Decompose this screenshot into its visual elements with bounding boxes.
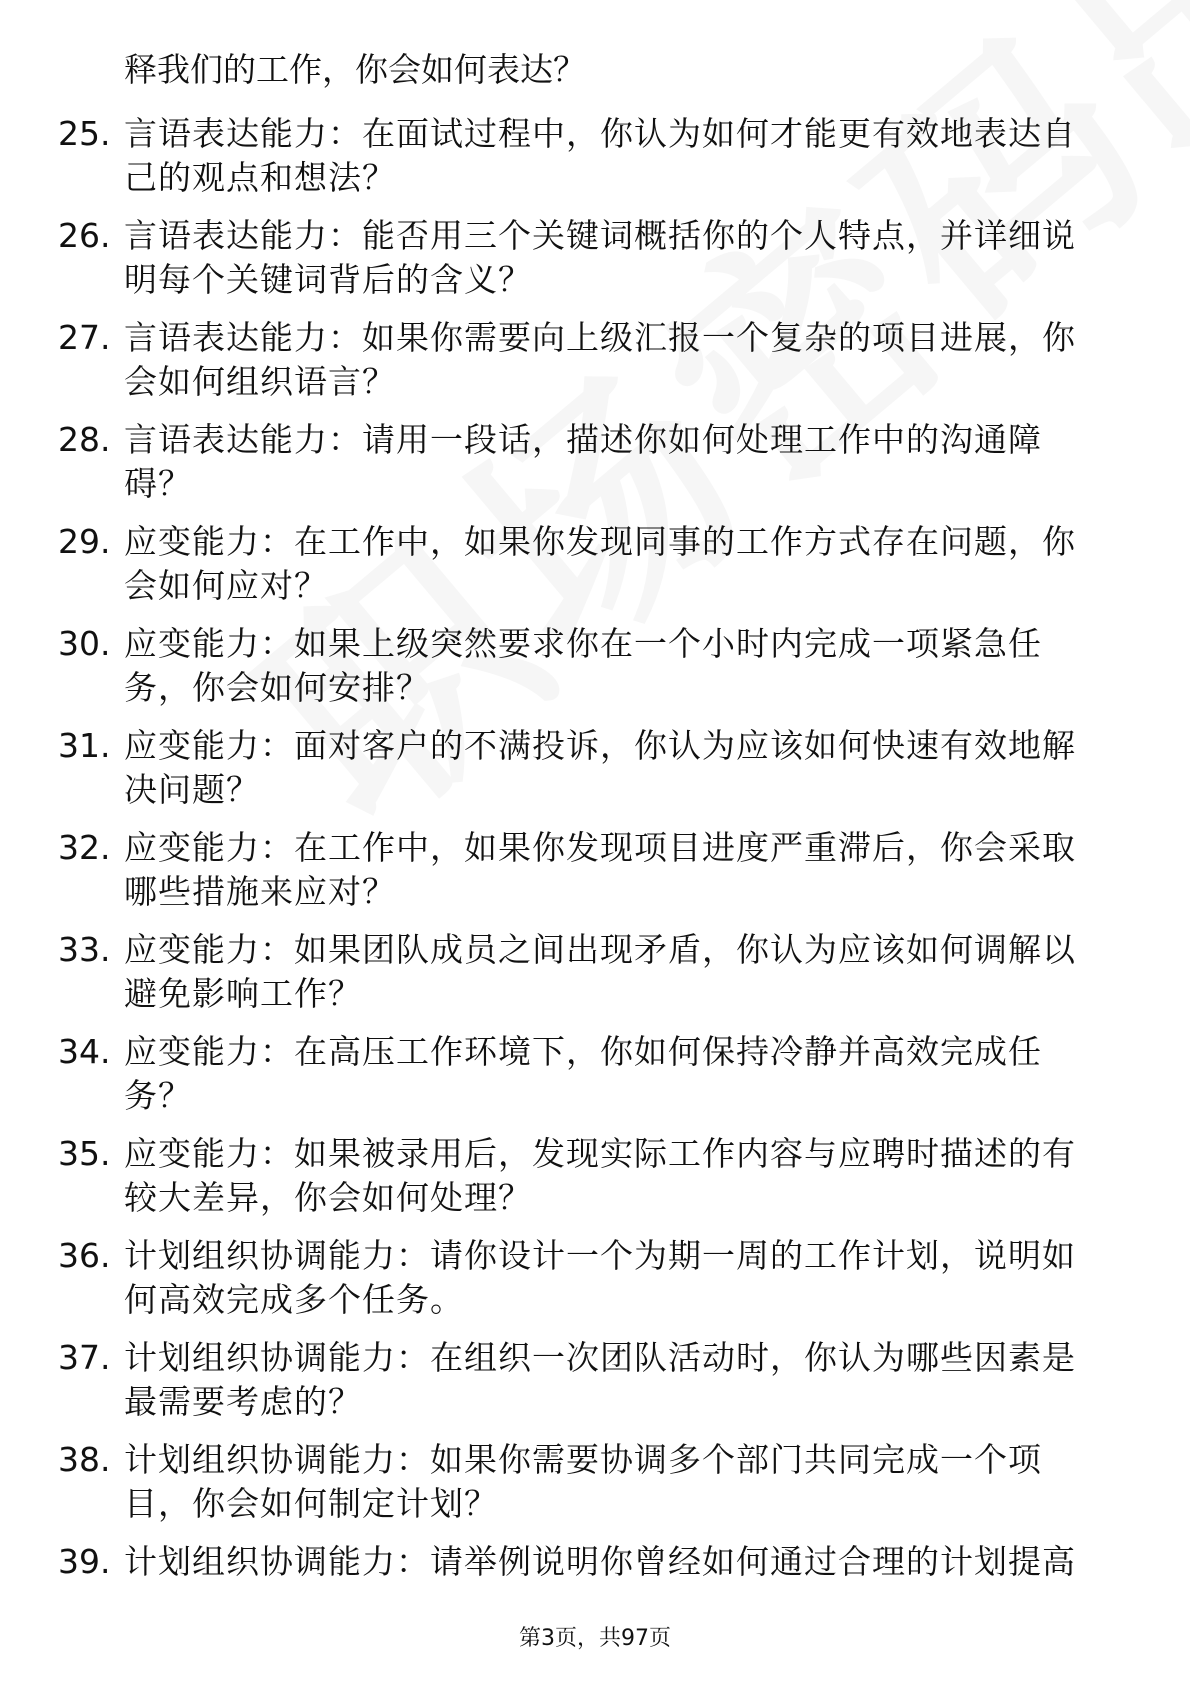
item-text: 计划组织协调能力：请举例说明你曾经如何通过合理的计划提高 <box>124 1542 1076 1581</box>
item-number: 32. <box>58 828 111 867</box>
item-number: 38. <box>58 1440 111 1479</box>
list-item <box>0 1540 1104 1584</box>
item-number: 37. <box>58 1338 111 1377</box>
item-number: 25. <box>58 114 111 153</box>
list-item <box>0 928 1104 1016</box>
item-text: 应变能力：在工作中，如果你发现同事的工作方式存在问题，你会如何应对？ <box>124 522 1076 605</box>
item-number: 29. <box>58 522 111 561</box>
question-list <box>0 112 1190 1598</box>
list-item <box>0 1336 1104 1424</box>
list-item <box>0 724 1104 812</box>
list-item <box>0 622 1104 710</box>
item-text: 言语表达能力：如果你需要向上级汇报一个复杂的项目进展，你会如何组织语言？ <box>124 318 1076 401</box>
list-item <box>0 112 1104 200</box>
item-number: 39. <box>58 1542 111 1581</box>
item-number: 28. <box>58 420 111 459</box>
list-item <box>0 1234 1104 1322</box>
list-item <box>0 214 1104 302</box>
item-text: 言语表达能力：请用一段话，描述你如何处理工作中的沟通障碍？ <box>124 420 1042 503</box>
item-text: 应变能力：如果被录用后，发现实际工作内容与应聘时描述的有较大差异，你会如何处理？ <box>124 1134 1076 1217</box>
item-number: 27. <box>58 318 111 357</box>
item-number: 30. <box>58 624 111 663</box>
item-number: 35. <box>58 1134 111 1173</box>
item-number: 31. <box>58 726 111 765</box>
page-footer: 第3页，共97页 <box>519 1626 671 1651</box>
item-number: 36. <box>58 1236 111 1275</box>
list-item <box>0 418 1104 506</box>
item-text: 言语表达能力：在面试过程中，你认为如何才能更有效地表达自己的观点和想法？ <box>124 114 1076 197</box>
list-item <box>0 1132 1104 1220</box>
item-text: 应变能力：在工作中，如果你发现项目进度严重滞后，你会采取哪些措施来应对？ <box>124 828 1076 911</box>
item-text: 应变能力：在高压工作环境下，你如何保持冷静并高效完成任务？ <box>124 1032 1042 1115</box>
list-item <box>0 316 1104 404</box>
item-text: 应变能力：如果团队成员之间出现矛盾，你认为应该如何调解以避免影响工作？ <box>124 930 1076 1013</box>
list-item <box>0 826 1104 914</box>
item-number: 34. <box>58 1032 111 1071</box>
item-text: 计划组织协调能力：请你设计一个为期一周的工作计划，说明如何高效完成多个任务。 <box>124 1236 1076 1319</box>
item-text: 言语表达能力：能否用三个关键词概括你的个人特点，并详细说明每个关键词背后的含义？ <box>124 216 1076 299</box>
list-item <box>0 520 1104 608</box>
list-item <box>0 1030 1104 1118</box>
item-text: 计划组织协调能力：在组织一次团队活动时，你认为哪些因素是最需要考虑的？ <box>124 1338 1076 1421</box>
item-text: 应变能力：如果上级突然要求你在一个小时内完成一项紧急任务，你会如何安排？ <box>124 624 1042 707</box>
continuation-text: 释我们的工作，你会如何表达？ <box>124 50 586 89</box>
list-item <box>0 1438 1104 1526</box>
item-text: 应变能力：面对客户的不满投诉，你认为应该如何快速有效地解决问题？ <box>124 726 1076 809</box>
item-text: 计划组织协调能力：如果你需要协调多个部门共同完成一个项目，你会如何制定计划？ <box>124 1440 1042 1523</box>
item-number: 26. <box>58 216 111 255</box>
item-number: 33. <box>58 930 111 969</box>
